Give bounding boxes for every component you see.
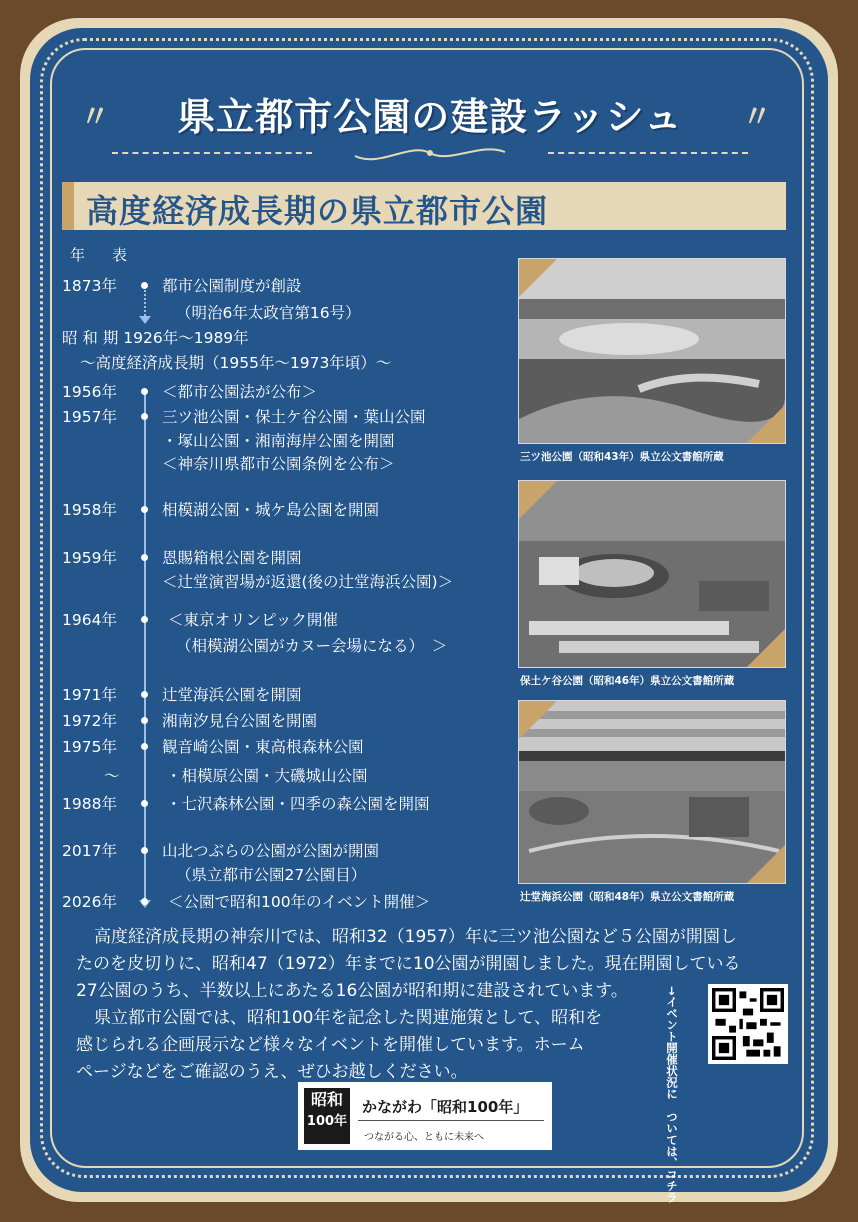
logo-mark-top: 昭和 (310, 1090, 343, 1109)
body-line-4: 県立都市公園では、昭和100年を記念した関連施策として、昭和を (94, 1008, 603, 1028)
year-1956: 1956年 (62, 383, 117, 401)
timeline-bullet (141, 847, 148, 854)
event-2026: ＜公園で昭和100年のイベント開催＞ (168, 893, 431, 911)
event-1975-cont: ・相模原公園・大磯城山公園 (166, 767, 368, 785)
year-1964: 1964年 (62, 611, 117, 629)
body-line-2: たのを皮切りに、昭和47（1972）年までに10公園が開園しました。現在開園している (76, 954, 741, 974)
body-line-5: 感じられる企画展示など様々なイベントを開催しています。ホーム (76, 1035, 585, 1055)
year-1958: 1958年 (62, 501, 117, 519)
showa-period: 昭 和 期 1926年～1989年 (62, 329, 249, 347)
year-1959: 1959年 (62, 549, 117, 567)
range-tilde: ～ (104, 767, 120, 785)
year-2017: 2017年 (62, 842, 117, 860)
timeline-bullet (141, 413, 148, 420)
photo-mitsuike-park (518, 258, 786, 444)
timeline-line (144, 392, 146, 900)
event-1957: 三ツ池公園・保土ケ谷公園・葉山公園 (162, 408, 426, 426)
logo-tagline: つながる心、ともに未来へ (364, 1132, 484, 1143)
event-1964-note: （相模湖公園がカヌー会場になる） ＞ (176, 637, 448, 655)
growth-period: ～高度経済成長期（1955年～1973年頃）～ (80, 354, 392, 372)
logo-main-text: かながわ「昭和100年」 (362, 1098, 529, 1116)
timeline-bullet (141, 717, 148, 724)
body-line-3: 27公園のうち、半数以上にあたる16公園が昭和期に建設されています。 (76, 981, 628, 1001)
event-1873-note: （明治6年太政官第16号） (176, 304, 361, 322)
showa100-logo (298, 1082, 552, 1150)
photo-tsujido-illustration (519, 701, 785, 883)
swirl-ornament-icon (350, 138, 510, 168)
photo-corner (519, 481, 557, 519)
event-1958: 相模湖公園・城ケ島公園を開園 (162, 501, 380, 519)
body-line-1: 高度経済成長期の神奈川では、昭和32（1957）年に三ツ池公園など５公園が開園し (94, 927, 737, 947)
event-1873: 都市公園制度が創設 (162, 277, 302, 295)
timeline-bullet (141, 506, 148, 513)
photo-tsujido-park (518, 700, 786, 884)
event-1957-cont: ・塚山公園・湘南海岸公園を開園 (162, 432, 395, 450)
event-1959: 恩賜箱根公園を開園 (162, 549, 302, 567)
subtitle-accent (62, 182, 74, 230)
event-1975: 観音崎公園・東高根森林公園 (162, 738, 364, 756)
year-1873: 1873年 (62, 277, 117, 295)
photo-corner (747, 845, 785, 883)
event-1988: ・七沢森林公園・四季の森公園を開園 (166, 795, 430, 813)
page-title: 県立都市公園の建設ラッシュ (177, 95, 683, 139)
timeline-bullet (141, 282, 148, 289)
timeline-bullet (141, 800, 148, 807)
timeline-bullet (141, 554, 148, 561)
photo-corner (747, 629, 785, 667)
photo-mitsuike-illustration (519, 259, 785, 443)
event-1971: 辻堂海浜公園を開園 (162, 686, 302, 704)
photo-caption-1: 三ツ池公園（昭和43年）県立公文書館所蔵 (520, 451, 724, 463)
year-1988: 1988年 (62, 795, 117, 813)
timeline-bullet (141, 898, 148, 905)
qr-code-icon (712, 988, 784, 1060)
timeline-bullet (141, 616, 148, 623)
timeline-bullet (141, 743, 148, 750)
photo-corner (747, 405, 785, 443)
event-1964: ＜東京オリンピック開催 (168, 611, 338, 629)
event-2017-note: （県立都市公園27公園目） (176, 866, 367, 884)
timeline-bullet (141, 388, 148, 395)
divider-left (112, 152, 312, 154)
year-1972: 1972年 (62, 712, 117, 730)
sparkle-left-icon: 〃 (80, 100, 110, 135)
logo-mark-bottom: 100年 (306, 1114, 348, 1129)
event-1972: 湘南汐見台公園を開園 (162, 712, 318, 730)
logo-divider (358, 1120, 544, 1121)
event-1959-return: ＜辻堂演習場が返還(後の辻堂海浜公園)＞ (162, 573, 454, 591)
divider-right (548, 152, 748, 154)
event-1957-ordinance: ＜神奈川県都市公園条例を公布＞ (162, 455, 395, 473)
timeline-bullet (141, 691, 148, 698)
qr-code-link[interactable] (708, 984, 788, 1064)
year-1975: 1975年 (62, 738, 117, 756)
timeline-dotted-line (144, 290, 146, 316)
photo-caption-3: 辻堂海浜公園（昭和48年）県立公文書館所蔵 (520, 891, 735, 903)
body-line-6: ページなどをご確認のうえ、ぜひお越しください。 (76, 1062, 468, 1082)
photo-caption-2: 保土ケ谷公園（昭和46年）県立公文書館所蔵 (520, 675, 735, 687)
section-subtitle: 高度経済成長期の県立都市公園 (86, 192, 549, 230)
photo-hodogaya-park (518, 480, 786, 668)
timeline-heading: 年 表 (70, 246, 134, 264)
photo-corner (519, 259, 557, 297)
year-2026: 2026年 (62, 893, 117, 911)
qr-note: →イベント開催状況に ついては、コチラ (665, 986, 679, 1203)
event-1956: ＜都市公園法が公布＞ (162, 383, 318, 401)
photo-corner (519, 701, 557, 739)
timeline-arrow-icon (139, 316, 151, 324)
event-2017: 山北つぶらの公園が公園が開園 (162, 842, 380, 860)
photo-hodogaya-illustration (519, 481, 785, 667)
year-1957: 1957年 (62, 408, 117, 426)
year-1971: 1971年 (62, 686, 117, 704)
sparkle-right-icon: 〃 (742, 100, 772, 135)
showa100-mark (304, 1088, 350, 1144)
